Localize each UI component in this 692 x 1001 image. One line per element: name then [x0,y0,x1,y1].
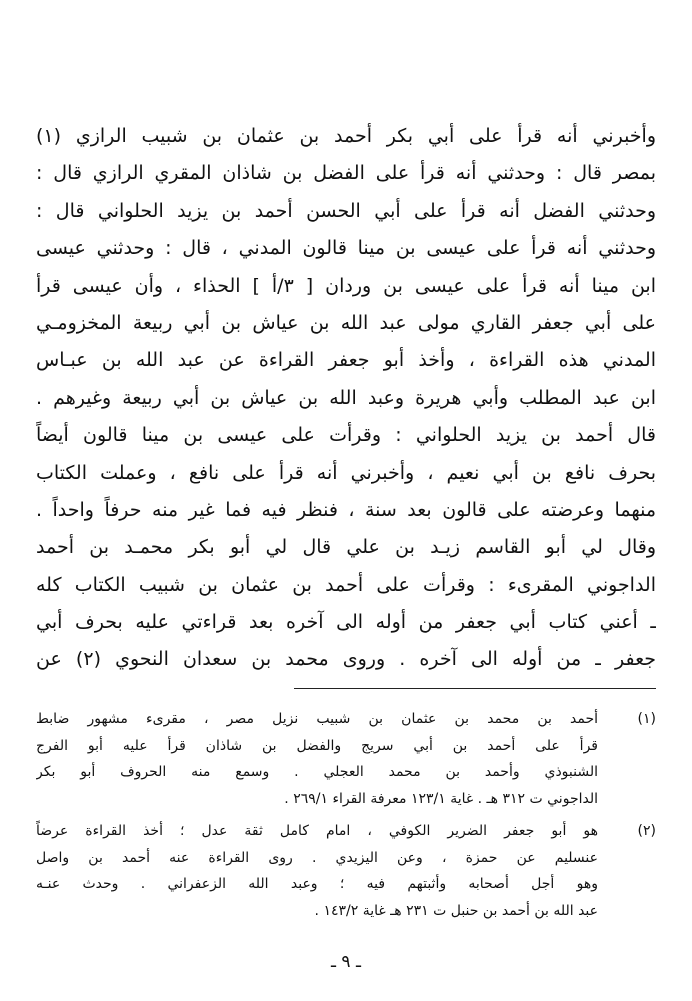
text-line: وحدثني الفضل أنه قرأ على أبي الحسن أحمد بن يزيد الحلواني قال : [36,199,656,222]
footnote-line: عنسليم عن حمزة ، وعن اليزيدي . روى القراءة عنه أحمد بن واصل [36,849,598,866]
text-line: وقال لي أبو القاسم زيـد بن علي قال لي أبو بكر محمـد بن أحمد [36,536,656,559]
footnote-line: عبد الله بن أحمد بن حنبل ت ٢٣١ هـ غاية ١٤٣/٢ . [314,902,598,919]
footnote-body [36,706,598,812]
text-line: الداجوني المقرىء : وقرأت على أحمد بن عثمان بن شبيب الكتاب كله [36,573,656,596]
main-text-block [36,118,656,679]
footnote-divider [294,688,656,689]
footnote [36,706,656,812]
footnote-line: قرأ على أحمد بن أبي سريج والفضل بن شاذان قرأ عليه أبو الفرج [36,737,598,754]
footnote-number: (١) [637,711,656,727]
footnote-line: أحمد بن محمد بن عثمان بن شبيب نزيل مصر ، مقرىء مشهور ضابط [36,711,598,727]
footnote-body [36,818,598,924]
footnote [36,818,656,924]
footnote-line: وهو أجل أصحابه وأثبتهم فيه ؛ وعبد الله الزعفراني . وحدث عنـه [36,876,598,892]
text-line: بحرف نافع بن أبي نعيم ، وأخبرني أنه قرأ على نافع ، وعملت الكتاب [36,461,656,484]
text-line: وحدثني أنه قرأ على عيسى بن مينا قالون المدني ، قال : وحدثني عيسى [36,237,656,260]
footnotes-block [36,706,656,930]
footnote-line: هو أبو جعفر الضرير الكوفي ، امام كامل ثقة عدل ؛ أخذ القراءة عرضاً [36,823,598,839]
text-line: بمصر قال : وحدثني أنه قرأ على الفضل بن شاذان المقري الرازي قال : [36,162,656,185]
text-line: ـ أعني كتاب أبي جعفر من أوله الى آخره بعد قراءتي عليه بحرف أبي [36,611,656,634]
text-line: ابن عبد المطلب وأبي هريرة وعبد الله بن عياش بن أبي ربيعة وغيرهم . [36,386,656,409]
footnote-line: الداجوني ت ٣١٢ هـ . غاية ١٢٣/١ معرفة القراء ٢٦٩/١ . [284,790,598,807]
text-line: قال أحمد بن يزيد الحلواني : وقرأت على عيسى بن مينا قالون أيضاً [36,424,656,447]
text-line: منهما وعرضته على قالون بعد سنة ، فنظر فيه فما غير منه حرفاً واحداً . [36,498,656,521]
footnote-number: (٢) [637,823,656,839]
text-line: جعفر ـ من أوله الى آخره . وروى محمد بن سعدان النحوي (٢) عن [36,648,656,671]
text-line: على أبي جعفر القاري مولى عبد الله بن عياش بن أبي ربيعة المخزومـي [36,311,656,334]
text-line: ابن مينا أنه قرأ على عيسى بن وردان [ ٣/أ ] الحذاء ، وأن عيسى قرأ [36,274,656,297]
text-line: وأخبرني أنه قرأ على أبي بكر أحمد بن عثمان بن شبيب الرازي (١) [36,125,656,147]
text-line: المدني هذه القراءة ، وأخذ أبو جعفر القراءة عن عبد الله بن عبـاس [36,349,656,372]
footnote-line: الشنبوذي وأحمد بن محمد العجلي . وسمع منه الحروف أبو بكر [36,764,598,780]
page-number: ـ ٩ ـ [331,952,361,972]
